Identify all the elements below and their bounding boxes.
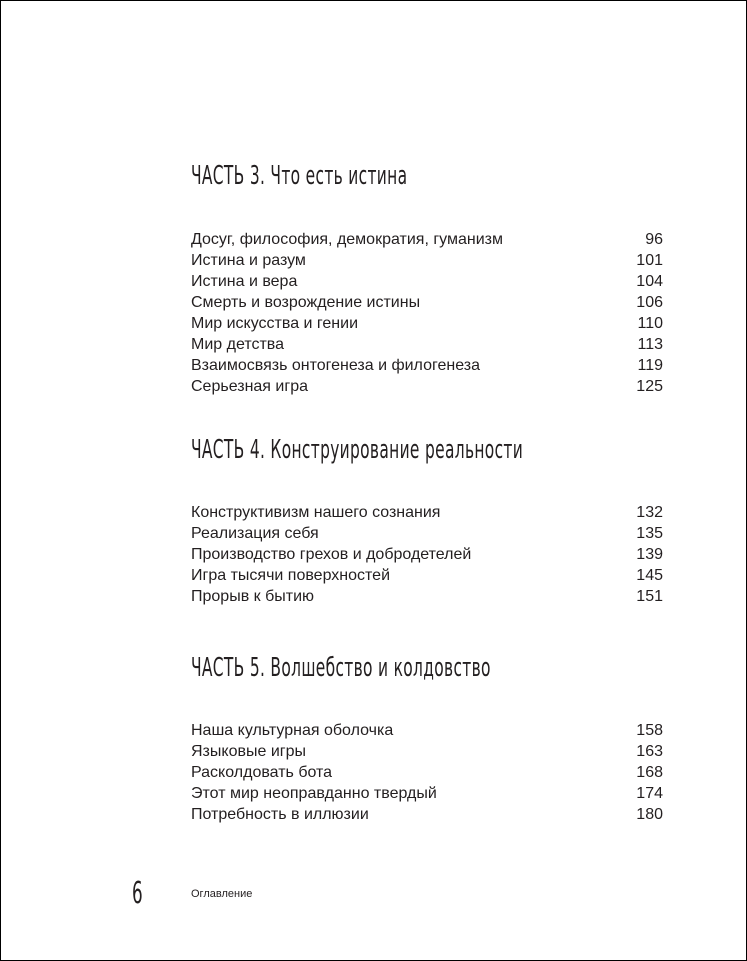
toc-entry-title: Производство грехов и добродетелей [191,546,472,563]
toc-entry-page: 113 [637,336,663,353]
toc-entry-title: Серьезная игра [191,378,308,395]
toc-entry [191,271,663,292]
toc-entry [191,586,663,607]
toc-entry [191,741,663,762]
part-4 [191,435,663,605]
toc-entry [191,762,663,783]
toc-entry [191,376,663,397]
toc-list [191,720,663,825]
toc-entry [191,502,663,523]
toc-entry-page: 151 [636,588,663,605]
toc-entry [191,313,663,334]
toc-entry-page: 104 [636,273,663,290]
toc-entry [191,292,663,313]
toc-entry [191,720,663,741]
toc-entry-title: Взаимосвязь онтогенеза и филогенеза [191,357,480,374]
part-title: ЧАСТЬ 3. Что есть истина [191,161,408,191]
part-title: ЧАСТЬ 5. Волшебство и колдовство [191,653,491,683]
toc-entry-page: 158 [636,722,663,739]
toc-entry-title: Смерть и возрождение истины [191,294,421,311]
toc-entry-title: Игра тысячи поверхностей [191,567,391,584]
toc-entry-page: 96 [645,231,663,248]
toc-entry-page: 135 [636,525,663,542]
toc-entry-title: Реализация себя [191,525,319,542]
toc-entry-page: 180 [636,806,663,823]
toc-entry [191,804,663,825]
toc-entry-title: Расколдовать бота [191,764,333,781]
toc-entry-page: 125 [636,378,663,395]
part-5 [191,653,663,823]
toc-entry-page: 132 [636,504,663,521]
toc-list [191,502,663,607]
toc-entry-page: 145 [636,567,663,584]
toc-entry [191,355,663,376]
toc-entry [191,334,663,355]
toc-entry-title: Языковые игры [191,743,306,760]
toc-entry-page: 174 [636,785,663,802]
toc-entry-page: 106 [636,294,663,311]
toc-entry [191,250,663,271]
toc-entry [191,565,663,586]
toc-entry [191,229,663,250]
toc-entry-title: Наша культурная оболочка [191,722,394,739]
toc-entry-title: Потребность в иллюзии [191,806,369,823]
toc-entry-title: Истина и вера [191,273,298,290]
part-title: ЧАСТЬ 4. Конструирование реальности [191,435,524,465]
toc-entry-page: 119 [637,357,663,374]
toc-entry-title: Досуг, философия, демократия, гуманизм [191,231,503,248]
part-3 [191,161,663,395]
toc-entry [191,544,663,565]
toc-list [191,229,663,397]
toc-entry-page: 163 [636,743,663,760]
toc-entry-title: Мир искусства и гении [191,315,359,332]
page-number: 6 [132,876,143,911]
toc-entry-title: Мир детства [191,336,285,353]
toc-entry-title: Истина и разум [191,252,306,269]
toc-entry-page: 110 [637,315,663,332]
toc-entry-page: 168 [636,764,663,781]
toc-entry-title: Этот мир неоправданно твердый [191,785,437,802]
toc-entry-page: 101 [636,252,663,269]
toc-entry [191,523,663,544]
toc-entry-title: Конструктивизм нашего сознания [191,504,441,521]
running-head: Оглавление [191,888,253,900]
toc-entry [191,783,663,804]
toc-entry-title: Прорыв к бытию [191,588,315,605]
toc-entry-page: 139 [636,546,663,563]
